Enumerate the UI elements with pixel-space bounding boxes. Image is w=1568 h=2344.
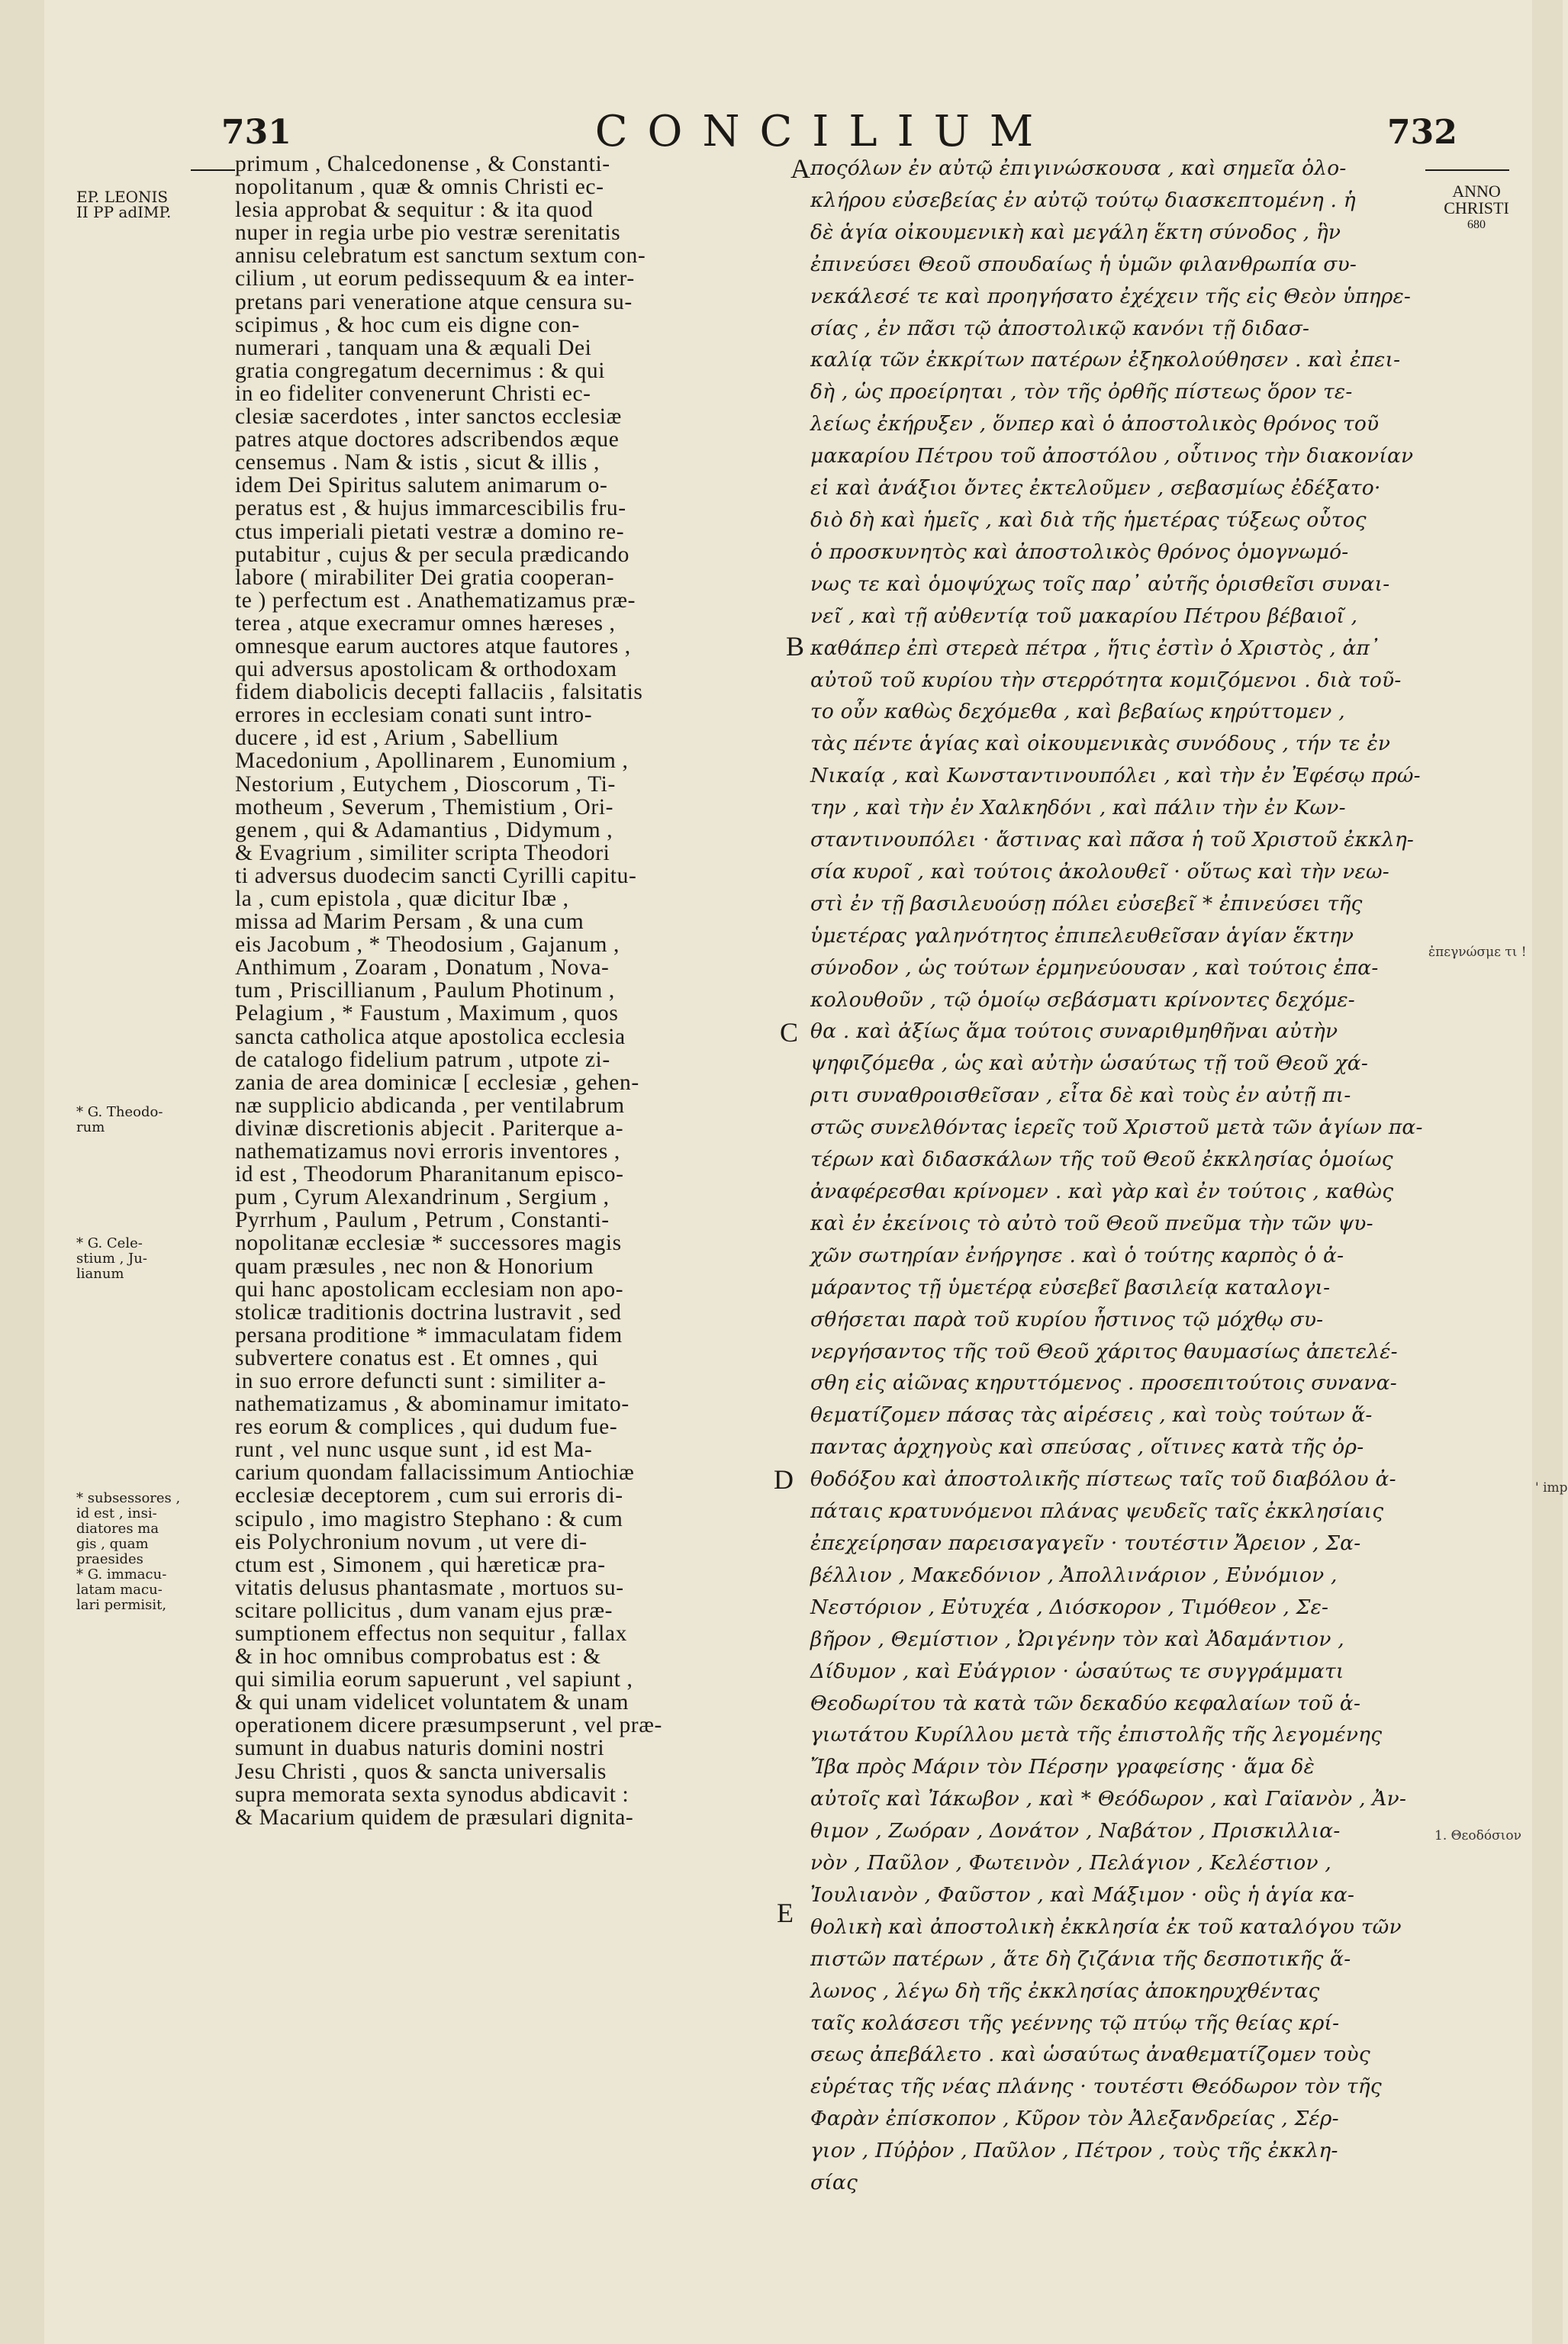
- greek-text-line: Ἰουλιανὸν , Φαῦστον , καὶ Μάξιμον · οὓς ἡ ἁγία κα-: [810, 1882, 1355, 1907]
- greek-text-line: Θεοδωρίτου τὰ κατὰ τῶν δεκαδύο κεφαλαίων τοῦ ἁ-: [810, 1691, 1361, 1715]
- latin-text-line: sancta catholica atque apostolica ecclesia: [235, 1024, 626, 1049]
- latin-text-line: scipulo , imo magistro Stephano : & cum: [235, 1506, 623, 1531]
- page-number-right: 732: [1387, 113, 1457, 152]
- greek-text-line: Φαρὰν ἐπίσκοπον , Κῦρον τὸν Ἀλεξανδρείας , Σέρ-: [810, 2107, 1339, 2131]
- page-number-left: 731: [221, 113, 291, 152]
- greek-text-line: σθήσεται παρὰ τοῦ κυρίου ἧστινος τῷ μόχθῳ συ-: [810, 1307, 1324, 1331]
- anno-line: CHRISTI: [1444, 198, 1509, 217]
- latin-text-line: divinæ discretionis abjecit . Pariterque a-: [235, 1116, 624, 1141]
- greek-text-line: Νικαίᾳ , καὶ Κωνσταντινουπόλει , καὶ τὴν ἐν Ἐφέσῳ πρώ-: [810, 764, 1421, 788]
- latin-text-line: Pelagium , * Faustum , Maximum , quos: [235, 1001, 619, 1026]
- margin-note-line: * G. Theodo-: [76, 1104, 163, 1120]
- section-letter-d: D: [774, 1464, 794, 1495]
- margin-note-line: gis , quam: [76, 1536, 149, 1552]
- greek-text-line: νὸν , Παῦλον , Φωτεινὸν , Πελάγιον , Κελέστιον ,: [810, 1851, 1332, 1876]
- margin-note-line: rum: [76, 1119, 105, 1135]
- latin-text-line: qui hanc apostolicam ecclesiam non apo-: [235, 1277, 624, 1302]
- latin-text-line: carium quondam fallacissimum Antiochiæ: [235, 1460, 635, 1486]
- greek-text-line: σταντινουπόλει · ἅστινας καὶ πᾶσα ἡ τοῦ Χριστοῦ ἐκκλη-: [810, 828, 1415, 852]
- running-title: CONCILIUM: [594, 107, 1054, 156]
- latin-text-line: fidem diabolicis decepti fallaciis , falsitatis: [235, 680, 643, 705]
- greek-text-line: ποςόλων ἐν αὐτῷ ἐπιγινώσκουσα , καὶ σημεῖα ὁλο-: [810, 156, 1347, 180]
- latin-text-line: scipimus , & hoc cum eis digne con-: [235, 312, 580, 337]
- latin-text-line: nopolitanum , quæ & omnis Christi ec-: [235, 175, 604, 200]
- latin-text-line: sumptionem effectus non sequitur , fallax: [235, 1621, 627, 1646]
- greek-text-column: [810, 153, 1423, 2199]
- greek-text-line: Ἴβα πρὸς Μάριν τὸν Πέρσην γραφείσης · ἅμα δὲ: [810, 1755, 1315, 1779]
- greek-text-line: αὐτοῖς καὶ Ἰάκωβον , καὶ * Θεόδωρον , καὶ Γαϊανὸν , Ἀν-: [810, 1787, 1407, 1811]
- anno-line: ANNO: [1452, 182, 1501, 201]
- latin-text-line: omnesque earum auctores atque fautores ,: [235, 633, 631, 658]
- latin-text-line: stolicæ traditionis doctrina lustravit , sed: [235, 1299, 622, 1325]
- latin-text-line: subvertere conatus est . Et omnes , qui: [235, 1345, 599, 1370]
- latin-text-line: Pyrrhum , Paulum , Petrum , Constanti-: [235, 1208, 610, 1233]
- latin-text-line: peratus est , & hujus immarcescibilis fru-: [235, 496, 626, 521]
- margin-note-line: diatores ma: [76, 1521, 159, 1537]
- latin-text-line: patres atque doctores adscribendos æque: [235, 427, 620, 452]
- latin-text-line: pum , Cyrum Alexandrinum , Sergium ,: [235, 1185, 610, 1210]
- latin-text-line: clesiæ sacerdotes , inter sanctos ecclesiæ: [235, 404, 622, 430]
- greek-text-line: σύνοδον , ὡς τούτων ἑρμηνεύουσαν , καὶ τούτοις ἐπα-: [810, 955, 1379, 980]
- greek-text-line: κολουθοῦν , τῷ ὁμοίῳ σεβάσματι κρίνοντες δεχόμε-: [810, 987, 1355, 1012]
- header-rule-left: [191, 169, 235, 171]
- greek-text-line: θοδόξου καὶ ἀποστολικῆς πίστεως ταῖς τοῦ διαβόλου ἀ-: [810, 1467, 1396, 1492]
- latin-text-line: id est , Theodorum Pharanitanum episco-: [235, 1162, 624, 1187]
- greek-text-line: θιμον , Ζωόραν , Δονάτον , Ναβάτον , Πρισκιλλια-: [810, 1819, 1341, 1843]
- latin-text-line: terea , atque execramur omnes hæreses ,: [235, 610, 616, 636]
- margin-note-line: lari permisit,: [76, 1597, 167, 1613]
- latin-text-line: ctus imperiali pietati vestræ a domino re-: [235, 519, 625, 544]
- greek-text-line: ταῖς κολάσεσι τῆς γεέννης τῷ πτύῳ τῆς θείας κρί-: [810, 2011, 1340, 2035]
- greek-text-line: θεματίζομεν πάσας τὰς αἱρέσεις , καὶ τοὺς τούτων ἅ-: [810, 1403, 1373, 1428]
- greek-text-line: πάταις κρατυνόμενοι πλάνας ψευδεῖς ταῖς ἐκκλησίαις: [810, 1499, 1384, 1524]
- greek-text-line: σθη εἰς αἰῶνας κηρυττόμενος . προσεπιτούτοις συνανα-: [810, 1371, 1397, 1396]
- greek-text-line: λείως ἐκήρυξεν , ὅνπερ καὶ ὁ ἀποστολικὸς θρόνος τοῦ: [810, 412, 1380, 436]
- latin-text-line: cilium , ut eorum pedissequum & ea inter-: [235, 266, 635, 291]
- greek-text-line: βέλλιον , Μακεδόνιον , Ἀπολλινάριον , Εὐνόμιον ,: [810, 1563, 1338, 1587]
- latin-text-line: censemus . Nam & istis , sicut & illis ,: [235, 450, 600, 475]
- latin-text-line: in suo errore defuncti sunt : similiter a-: [235, 1368, 607, 1393]
- greek-text-line: νεκάλεσέ τε καὶ προηγήσατο ἐχέχειν τῆς εἰς Θεὸν ὑπηρε-: [810, 284, 1412, 308]
- latin-text-line: ctum est , Simonem , qui hæreticæ pra-: [235, 1552, 606, 1577]
- latin-text-line: scitare pollicitus , dum vanam ejus præ-: [235, 1598, 613, 1623]
- greek-text-line: την , καὶ τὴν ἐν Χαλκηδόνι , καὶ πάλιν τὴν ἐν Κων-: [810, 796, 1346, 820]
- margin-note-line: II PP adIMP.: [76, 203, 172, 221]
- margin-note-line: * G. Cele-: [76, 1235, 143, 1251]
- latin-text-line: pretans pari veneratione atque censura su-: [235, 289, 633, 314]
- latin-text-line: putabitur , cujus & per secula prædicando: [235, 542, 629, 567]
- margin-note-theodorum: [76, 1105, 229, 1135]
- latin-text-line: gratia congregatum decernimus : & qui: [235, 358, 606, 383]
- latin-text-line: labore ( mirabiliter Dei gratia cooperan-: [235, 565, 615, 590]
- latin-text-line: Nestorium , Eutychem , Dioscorum , Ti-: [235, 771, 616, 797]
- latin-text-line: la , cum epistola , quæ dicitur Ibæ ,: [235, 887, 569, 911]
- greek-text-line: το οὖν καθὼς δεχόμεθα , καὶ βεβαίως κηρύττομεν ,: [810, 700, 1345, 724]
- greek-text-line: στῶς συνελθόντας ἱερεῖς τοῦ Χριστοῦ μετὰ τῶν ἁγίων πα-: [810, 1116, 1423, 1140]
- latin-text-line: eis Polychronium novum , ut vere di-: [235, 1529, 588, 1554]
- greek-text-line: ψηφιζόμεθα , ὡς καὶ αὐτὴν ὡσαύτως τῇ τοῦ Θεοῦ χά-: [810, 1051, 1369, 1076]
- section-letter-b: B: [786, 631, 805, 662]
- latin-text-line: missa ad Marim Persam , & una cum: [235, 910, 584, 935]
- greek-text-line: θα . καὶ ἀξίως ἅμα τούτοις συναριθμηθῆναι αὐτὴν: [810, 1019, 1338, 1044]
- greek-text-line: τὰς πέντε ἁγίας καὶ οἰκουμενικὰς συνόδους , τήν τε ἐν: [810, 732, 1391, 756]
- greek-text-line: σίας , ἐν πᾶσι τῷ ἀποστολικῷ κανόνι τῇ διδασ-: [810, 316, 1310, 340]
- margin-note-line: praesides: [76, 1551, 143, 1567]
- greek-text-line: διὸ δὴ καὶ ἡμεῖς , καὶ διὰ τῆς ἡμετέρας τύξεως οὗτος: [810, 507, 1367, 532]
- latin-text-line: genem , qui & Adamantius , Didymum ,: [235, 817, 613, 842]
- latin-text-line: qui similia eorum sapuerunt , vel sapiunt ,: [235, 1667, 633, 1692]
- latin-text-line: annisu celebratum est sanctum sextum con-: [235, 243, 646, 269]
- latin-text-line: & Evagrium , similiter scripta Theodori: [235, 840, 610, 865]
- latin-text-line: nopolitanæ ecclesiæ * successores magis: [235, 1231, 622, 1256]
- greek-text-line: σεως ἀπεβάλετο . καὶ ὡσαύτως ἀναθεματίζομεν τοὺς: [810, 2043, 1370, 2067]
- margin-note-ep-leonis: [76, 189, 229, 220]
- section-letter-e: E: [777, 1898, 794, 1928]
- latin-text-line: eis Jacobum , * Theodosium , Gajanum ,: [235, 932, 620, 958]
- latin-text-line: idem Dei Spiritus salutem animarum o-: [235, 473, 608, 498]
- margin-note-line: * G. immacu-: [76, 1566, 167, 1583]
- latin-text-line: nuper in regia urbe pio vestræ serenitatis: [235, 221, 621, 246]
- latin-text-line: qui adversus apostolicam & orthodoxam: [235, 657, 617, 682]
- right-margin-note: ' imp: [1535, 1480, 1568, 1496]
- latin-text-line: zania de area dominicæ [ ecclesiæ , gehen-: [235, 1070, 639, 1095]
- margin-note-line: id est , insi-: [76, 1505, 157, 1521]
- latin-text-line: numerari , tanquam una & æquali Dei: [235, 335, 592, 360]
- latin-text-line: primum , Chalcedonense , & Constanti-: [235, 152, 610, 176]
- latin-text-line: persana proditione * immaculatam fidem: [235, 1322, 623, 1347]
- latin-text-line: motheum , Severum , Themistium , Ori-: [235, 794, 614, 819]
- latin-text-line: & Macarium quidem de præsulari dignita-: [235, 1805, 634, 1830]
- greek-text-line: ὁ προσκυνητὸς καὶ ἀποστολικὸς θρόνος ὁμογνωμό-: [810, 539, 1349, 564]
- greek-text-line: κλήρου εὐσεβείας ἐν αὐτῷ τούτῳ διασκεπτομένη . ἡ: [810, 188, 1356, 212]
- greek-text-line: καλίᾳ τῶν ἐκκρίτων πατέρων ἐξηκολούθησεν . καὶ ἐπει-: [810, 348, 1401, 372]
- margin-note-line: EP. LEONIS: [76, 188, 169, 206]
- greek-text-line: ὑμετέρας γαληνότητος ἐπιπελευθεῖσαν ἁγίαν ἕκτην: [810, 923, 1354, 948]
- latin-text-line: sumunt in duabus naturis domini nostri: [235, 1736, 605, 1761]
- greek-text-line: μάραντος τῇ ὑμετέρᾳ εὐσεβεῖ βασιλείᾳ καταλογι-: [810, 1275, 1331, 1299]
- latin-text-line: Macedonium , Apollinarem , Eunomium ,: [235, 749, 629, 774]
- greek-text-line: στὶ ἐν τῇ βασιλευούσῃ πόλει εὐσεβεῖ * ἐπινεύσει τῆς: [810, 891, 1363, 916]
- latin-text-line: ti adversus duodecim sancti Cyrilli capitu-: [235, 863, 637, 888]
- latin-text-line: nathematizamus , & abominamur imitato-: [235, 1392, 629, 1417]
- greek-text-line: βῆρον , Θεμίστιον , Ὠριγένην τὸν καὶ Ἀδαμάντιον ,: [810, 1627, 1344, 1651]
- latin-text-line: runt , vel nunc usque sunt , id est Ma-: [235, 1438, 593, 1463]
- latin-text-line: errores in ecclesiam conati sunt intro-: [235, 703, 593, 728]
- greek-text-line: εὑρέτας τῆς νέας πλάνης · τουτέστι Θεόδωρον τὸν τῆς: [810, 2075, 1382, 2099]
- margin-note-celestium: [76, 1236, 229, 1282]
- greek-text-line: καθάπερ ἐπὶ στερεὰ πέτρα , ἥτις ἐστὶν ὁ Χριστὸς , ἀπ᾽: [810, 636, 1380, 660]
- latin-text-line: quam præsules , nec non & Honorium: [235, 1254, 594, 1279]
- greek-text-line: ἐπεχείρησαν παρεισαγαγεῖν · τουτέστιν Ἄρειον , Σα-: [810, 1531, 1361, 1555]
- greek-text-line: νεῖ , καὶ τῇ αὐθεντίᾳ τοῦ μακαρίου Πέτρου βέβαιοῖ ,: [810, 604, 1358, 628]
- latin-text-line: tum , Priscillianum , Paulum Photinum ,: [235, 978, 615, 1003]
- latin-text-line: in eo fideliter convenerunt Christi ec-: [235, 381, 591, 406]
- margin-note-line: stium , Ju-: [76, 1251, 147, 1267]
- greek-text-line: γιωτάτου Κυρίλλου μετὰ τῆς ἐπιστολῆς τῆς λεγομένης: [810, 1723, 1383, 1747]
- right-margin-note: ἐπεγνώσμε τι !: [1428, 945, 1527, 960]
- right-page-edge: [1532, 0, 1563, 2344]
- greek-text-line: καὶ ἐν ἐκείνοις τὸ αὐτὸ τοῦ Θεοῦ πνεῦμα τὴν τῶν ψυ-: [810, 1211, 1373, 1235]
- latin-text-line: & qui unam videlicet voluntatem & unam: [235, 1690, 629, 1715]
- latin-text-line: te ) perfectum est . Anathematizamus præ-: [235, 588, 636, 613]
- greek-text-line: λωνος , λέγω δὴ τῆς ἐκκλησίας ἀποκηρυχθέντας: [810, 1979, 1320, 2003]
- latin-text-line: vitatis delusus phantasmate , mortuos su-: [235, 1575, 624, 1600]
- greek-text-line: μακαρίου Πέτρου τοῦ ἀποστόλου , οὗτινος τὴν διακονίαν: [810, 444, 1414, 468]
- latin-text-line: næ supplicio abdicanda , per ventilabrum: [235, 1093, 625, 1118]
- greek-text-line: νεργήσαντος τῆς τοῦ Θεοῦ χάριτος θαυμασίως ἀπετελέ-: [810, 1339, 1398, 1364]
- latin-text-line: res eorum & complices , qui dudum fue-: [235, 1415, 618, 1440]
- latin-text-line: & in hoc omnibus comprobatus est : &: [235, 1644, 601, 1669]
- section-letter-c: C: [780, 1017, 799, 1048]
- greek-text-line: σίας: [810, 2171, 858, 2195]
- margin-note-line: latam macu-: [76, 1582, 163, 1598]
- header-rule-right: [1425, 169, 1509, 171]
- margin-note-line: lianum: [76, 1266, 124, 1282]
- anno-year: 680: [1467, 218, 1486, 231]
- greek-text-line: ριτι συναθροισθεῖσαν , εἶτα δὲ καὶ τοὺς ἐν αὐτῇ πι-: [810, 1083, 1351, 1108]
- latin-text-line: de catalogo fidelium patrum , utpote zi-: [235, 1047, 610, 1072]
- latin-text-line: lesia approbat & sequitur : & ita quod: [235, 198, 594, 223]
- latin-text-line: supra memorata sexta synodus abdicavit :: [235, 1782, 629, 1807]
- greek-text-line: ἀναφέρεσθαι κρίνομεν . καὶ γὰρ καὶ ἐν τούτοις , καθὼς: [810, 1180, 1394, 1203]
- greek-text-line: σία κυροῖ , καὶ τούτοις ἀκολουθεῖ · οὕτως καὶ τὴν νεω-: [810, 859, 1389, 884]
- greek-text-line: εἰ καὶ ἀνάξιοι ὄντες ἐκτελοῦμεν , σεβασμίως ἐδέξατο·: [810, 476, 1381, 501]
- right-margin-note: 1. Θεοδόσιον: [1434, 1828, 1521, 1843]
- greek-text-line: αὐτοῦ τοῦ κυρίου τὴν στερρότητα κομιζόμενοι . διὰ τοῦ-: [810, 668, 1402, 692]
- greek-text-line: χῶν σωτηρίαν ἐνήργησε . καὶ ὁ τούτης καρπὸς ὁ ἀ-: [810, 1243, 1344, 1267]
- greek-text-line: νως τε καὶ ὁμοψύχως τοῖς παρ᾽ αὐτῆς ὁρισθεῖσι συναι-: [810, 572, 1390, 596]
- greek-text-line: πιστῶν πατέρων , ἅτε δὴ ζιζάνια τῆς δεσποτικῆς ἅ-: [810, 1946, 1351, 1971]
- anno-christi-note: [1438, 183, 1515, 233]
- margin-note-line: * subsessores ,: [76, 1490, 181, 1506]
- latin-text-column: [235, 153, 769, 1829]
- greek-text-line: γιον , Πύῤῥον , Παῦλον , Πέτρον , τοὺς τῆς ἐκκλη-: [810, 2139, 1338, 2163]
- greek-text-line: ἐπινεύσει Θεοῦ σπουδαίως ἡ ὑμῶν φιλανθρωπία συ-: [810, 252, 1357, 276]
- latin-text-line: Jesu Christi , quos & sancta universalis: [235, 1759, 607, 1784]
- latin-text-line: ducere , id est , Arium , Sabellium: [235, 726, 559, 751]
- greek-text-line: δὲ ἁγία οἰκουμενικὴ καὶ μεγάλη ἕκτη σύνοδος , ἣν: [810, 220, 1341, 244]
- greek-text-line: Νεστόριον , Εὐτυχέα , Διόσκορον , Τιμόθεον , Σε-: [810, 1595, 1329, 1619]
- greek-text-line: Δίδυμον , καὶ Εὐάγριον · ὡσαύτως τε συγγράμματι: [810, 1659, 1344, 1683]
- greek-text-line: παντας ἀρχηγοὺς καὶ σπεύσας , οἵτινες κατὰ τῆς ὀρ-: [810, 1435, 1364, 1460]
- margin-note-subsessores: [76, 1491, 229, 1613]
- latin-text-line: Anthimum , Zoaram , Donatum , Nova-: [235, 955, 610, 980]
- latin-text-line: nathematizamus novi erroris inventores ,: [235, 1139, 620, 1164]
- greek-text-line: θολικὴ καὶ ἀποστολικὴ ἐκκλησία ἐκ τοῦ καταλόγου τῶν: [810, 1914, 1402, 1939]
- latin-text-line: operationem dicere præsumpserunt , vel præ-: [235, 1713, 662, 1738]
- left-page-edge: [0, 0, 44, 2344]
- greek-text-line: τέρων καὶ διδασκάλων τῆς τοῦ Θεοῦ ἐκκλησίας ὁμοίως: [810, 1148, 1393, 1172]
- latin-text-line: ecclesiæ deceptorem , cum sui erroris di-: [235, 1483, 623, 1508]
- section-letter-a: A: [790, 153, 810, 184]
- greek-text-line: δὴ , ὡς προείρηται , τὸν τῆς ὀρθῆς πίστεως ὅρον τε-: [810, 380, 1353, 404]
